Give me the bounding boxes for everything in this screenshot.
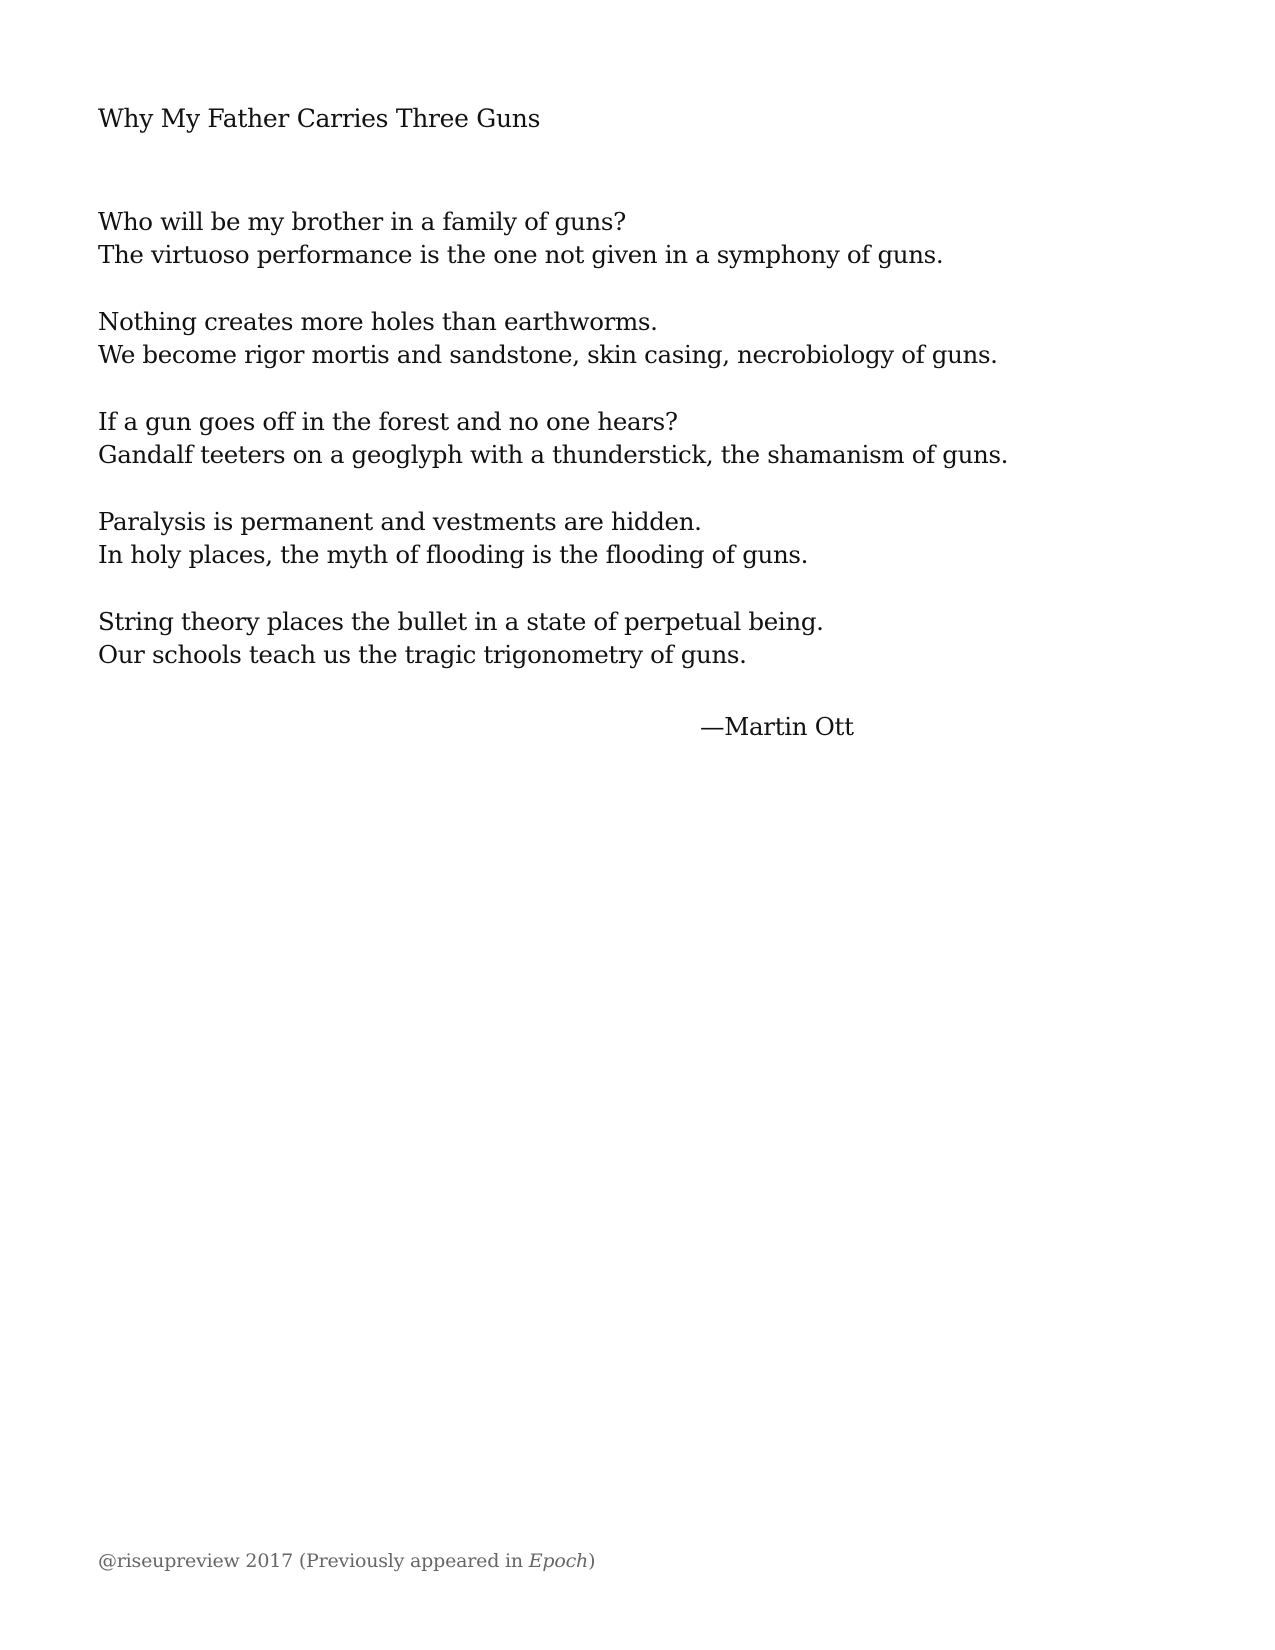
poem-line: String theory places the bullet in a state of perpetual being.: [98, 607, 824, 636]
poem-line: Our schools teach us the tragic trigonometry of guns.: [98, 640, 747, 669]
stanza-1: [98, 205, 1218, 271]
footer-credit: [98, 1549, 595, 1573]
stanza-4: [98, 505, 1218, 571]
poem-line: If a gun goes off in the forest and no one hears?: [98, 407, 678, 436]
poem-body: [98, 205, 1218, 705]
poem-line: Gandalf teeters on a geoglyph with a thunderstick, the shamanism of guns.: [98, 440, 1009, 469]
stanza-3: [98, 405, 1218, 471]
poem-line: We become rigor mortis and sandstone, skin casing, necrobiology of guns.: [98, 340, 998, 369]
stanza-5: [98, 605, 1218, 671]
poem-line: The virtuoso performance is the one not given in a symphony of guns.: [98, 240, 944, 269]
poem-line: Nothing creates more holes than earthworms.: [98, 307, 658, 336]
poem-title: Why My Father Carries Three Guns: [98, 104, 541, 133]
stanza-2: [98, 305, 1218, 371]
poem-line: Paralysis is permanent and vestments are hidden.: [98, 507, 702, 536]
footer-publication: Epoch: [528, 1550, 589, 1572]
poem-author: —Martin Ott: [700, 712, 854, 741]
poem-line: In holy places, the myth of flooding is the flooding of guns.: [98, 540, 809, 569]
poem-line: Who will be my brother in a family of guns?: [98, 207, 626, 236]
footer-prefix: @riseupreview 2017 (Previously appeared in: [98, 1550, 529, 1572]
footer-suffix: ): [588, 1550, 596, 1572]
